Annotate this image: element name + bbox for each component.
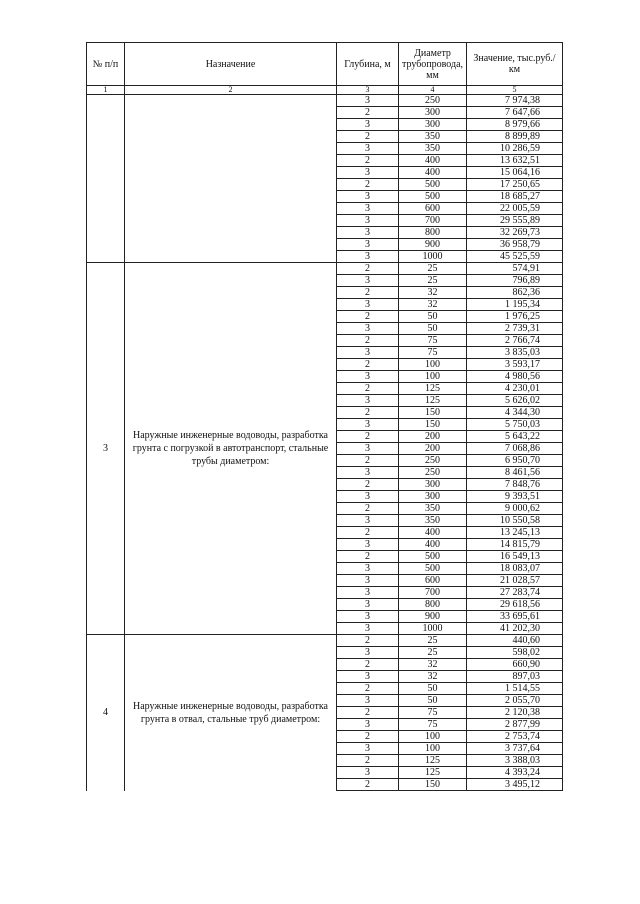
depth-cell: 3 — [337, 719, 399, 731]
depth-cell: 2 — [337, 503, 399, 515]
value-cell: 3 835,03 — [467, 347, 563, 359]
value-cell: 32 269,73 — [467, 227, 563, 239]
depth-cell: 3 — [337, 251, 399, 263]
depth-cell: 3 — [337, 575, 399, 587]
header-diameter: Диаметр трубопровода, мм — [399, 43, 467, 86]
value-cell: 5 626,02 — [467, 395, 563, 407]
diameter-cell: 150 — [399, 779, 467, 791]
depth-cell: 2 — [337, 755, 399, 767]
value-cell: 2 877,99 — [467, 719, 563, 731]
table-body — [87, 86, 563, 791]
depth-cell: 2 — [337, 107, 399, 119]
value-cell: 16 549,13 — [467, 551, 563, 563]
diameter-cell: 50 — [399, 683, 467, 695]
value-cell: 6 950,70 — [467, 455, 563, 467]
column-number: 3 — [337, 86, 399, 95]
depth-cell: 2 — [337, 707, 399, 719]
diameter-cell: 100 — [399, 371, 467, 383]
value-cell: 3 593,17 — [467, 359, 563, 371]
depth-cell: 3 — [337, 167, 399, 179]
value-cell: 29 555,89 — [467, 215, 563, 227]
table-row — [87, 635, 563, 647]
value-cell: 41 202,30 — [467, 623, 563, 635]
diameter-cell: 200 — [399, 431, 467, 443]
row-description: Наружные инженерные водоводы, разработка грунта с погрузкой в автотранспорт, стальные трубы диаметром: — [125, 263, 337, 635]
diameter-cell: 250 — [399, 95, 467, 107]
diameter-cell: 25 — [399, 263, 467, 275]
diameter-cell: 50 — [399, 695, 467, 707]
diameter-cell: 125 — [399, 755, 467, 767]
depth-cell: 3 — [337, 539, 399, 551]
depth-cell: 2 — [337, 527, 399, 539]
column-number: 5 — [467, 86, 563, 95]
value-cell: 18 685,27 — [467, 191, 563, 203]
value-cell: 7 647,66 — [467, 107, 563, 119]
diameter-cell: 75 — [399, 707, 467, 719]
diameter-cell: 200 — [399, 443, 467, 455]
value-cell: 2 766,74 — [467, 335, 563, 347]
value-cell: 18 083,07 — [467, 563, 563, 575]
depth-cell: 2 — [337, 407, 399, 419]
depth-cell: 3 — [337, 443, 399, 455]
depth-cell: 2 — [337, 263, 399, 275]
depth-cell: 3 — [337, 515, 399, 527]
row-number: 4 — [87, 635, 125, 791]
value-cell: 862,36 — [467, 287, 563, 299]
depth-cell: 3 — [337, 191, 399, 203]
depth-cell: 2 — [337, 551, 399, 563]
value-cell: 29 618,56 — [467, 599, 563, 611]
header-row — [87, 43, 563, 86]
diameter-cell: 600 — [399, 203, 467, 215]
value-cell: 897,03 — [467, 671, 563, 683]
value-cell: 10 286,59 — [467, 143, 563, 155]
value-cell: 27 283,74 — [467, 587, 563, 599]
depth-cell: 2 — [337, 683, 399, 695]
table-row — [87, 263, 563, 275]
value-cell: 440,60 — [467, 635, 563, 647]
depth-cell: 3 — [337, 695, 399, 707]
value-cell: 22 005,59 — [467, 203, 563, 215]
diameter-cell: 75 — [399, 335, 467, 347]
diameter-cell: 32 — [399, 299, 467, 311]
depth-cell: 3 — [337, 587, 399, 599]
value-cell: 21 028,57 — [467, 575, 563, 587]
value-cell: 9 000,62 — [467, 503, 563, 515]
depth-cell: 3 — [337, 371, 399, 383]
diameter-cell: 400 — [399, 539, 467, 551]
value-cell: 4 393,24 — [467, 767, 563, 779]
diameter-cell: 100 — [399, 731, 467, 743]
value-cell: 3 388,03 — [467, 755, 563, 767]
diameter-cell: 125 — [399, 395, 467, 407]
document-page — [86, 42, 562, 791]
value-cell: 9 393,51 — [467, 491, 563, 503]
value-cell: 13 632,51 — [467, 155, 563, 167]
diameter-cell: 25 — [399, 275, 467, 287]
depth-cell: 3 — [337, 347, 399, 359]
depth-cell: 2 — [337, 383, 399, 395]
value-cell: 4 230,01 — [467, 383, 563, 395]
diameter-cell: 50 — [399, 311, 467, 323]
diameter-cell: 32 — [399, 659, 467, 671]
diameter-cell: 100 — [399, 359, 467, 371]
depth-cell: 2 — [337, 131, 399, 143]
value-cell: 2 120,38 — [467, 707, 563, 719]
value-cell: 1 195,34 — [467, 299, 563, 311]
diameter-cell: 125 — [399, 383, 467, 395]
diameter-cell: 50 — [399, 323, 467, 335]
diameter-cell: 500 — [399, 191, 467, 203]
depth-cell: 3 — [337, 491, 399, 503]
depth-cell: 3 — [337, 119, 399, 131]
depth-cell: 3 — [337, 203, 399, 215]
value-cell: 796,89 — [467, 275, 563, 287]
value-cell: 5 750,03 — [467, 419, 563, 431]
diameter-cell: 32 — [399, 671, 467, 683]
value-cell: 2 739,31 — [467, 323, 563, 335]
depth-cell: 3 — [337, 419, 399, 431]
value-cell: 36 958,79 — [467, 239, 563, 251]
value-cell: 598,02 — [467, 647, 563, 659]
depth-cell: 3 — [337, 323, 399, 335]
diameter-cell: 25 — [399, 635, 467, 647]
depth-cell: 3 — [337, 467, 399, 479]
diameter-cell: 350 — [399, 143, 467, 155]
value-cell: 10 550,58 — [467, 515, 563, 527]
diameter-cell: 1000 — [399, 623, 467, 635]
value-cell: 5 643,22 — [467, 431, 563, 443]
value-cell: 8 461,56 — [467, 467, 563, 479]
depth-cell: 2 — [337, 311, 399, 323]
diameter-cell: 300 — [399, 107, 467, 119]
diameter-cell: 25 — [399, 647, 467, 659]
value-cell: 2 055,70 — [467, 695, 563, 707]
diameter-cell: 400 — [399, 527, 467, 539]
header-value: Значение, тыс.руб./км — [467, 43, 563, 86]
depth-cell: 2 — [337, 335, 399, 347]
value-cell: 14 815,79 — [467, 539, 563, 551]
row-description: Наружные инженерные водоводы, разработка грунта в отвал, стальные труб диаметром: — [125, 635, 337, 791]
depth-cell: 3 — [337, 623, 399, 635]
depth-cell: 3 — [337, 767, 399, 779]
depth-cell: 3 — [337, 395, 399, 407]
diameter-cell: 300 — [399, 479, 467, 491]
value-cell: 2 753,74 — [467, 731, 563, 743]
diameter-cell: 250 — [399, 455, 467, 467]
row-number: 3 — [87, 263, 125, 635]
value-cell: 3 495,12 — [467, 779, 563, 791]
depth-cell: 2 — [337, 287, 399, 299]
depth-cell: 2 — [337, 779, 399, 791]
diameter-cell: 800 — [399, 227, 467, 239]
depth-cell: 2 — [337, 659, 399, 671]
value-cell: 8 899,89 — [467, 131, 563, 143]
diameter-cell: 75 — [399, 719, 467, 731]
row-description — [125, 95, 337, 263]
depth-cell: 2 — [337, 179, 399, 191]
column-number-row — [87, 86, 563, 95]
depth-cell: 2 — [337, 155, 399, 167]
value-cell: 660,90 — [467, 659, 563, 671]
value-cell: 7 974,38 — [467, 95, 563, 107]
diameter-cell: 500 — [399, 563, 467, 575]
depth-cell: 3 — [337, 227, 399, 239]
depth-cell: 3 — [337, 239, 399, 251]
price-table — [86, 42, 563, 791]
diameter-cell: 600 — [399, 575, 467, 587]
header-depth: Глубина, м — [337, 43, 399, 86]
depth-cell: 2 — [337, 635, 399, 647]
column-number: 4 — [399, 86, 467, 95]
diameter-cell: 1000 — [399, 251, 467, 263]
value-cell: 15 064,16 — [467, 167, 563, 179]
diameter-cell: 150 — [399, 407, 467, 419]
value-cell: 4 980,56 — [467, 371, 563, 383]
diameter-cell: 800 — [399, 599, 467, 611]
header-num: № п/п — [87, 43, 125, 86]
diameter-cell: 75 — [399, 347, 467, 359]
diameter-cell: 300 — [399, 491, 467, 503]
depth-cell: 3 — [337, 275, 399, 287]
diameter-cell: 400 — [399, 167, 467, 179]
value-cell: 7 848,76 — [467, 479, 563, 491]
diameter-cell: 300 — [399, 119, 467, 131]
depth-cell: 2 — [337, 359, 399, 371]
depth-cell: 3 — [337, 599, 399, 611]
table-row — [87, 95, 563, 107]
diameter-cell: 100 — [399, 743, 467, 755]
diameter-cell: 350 — [399, 131, 467, 143]
value-cell: 1 976,25 — [467, 311, 563, 323]
value-cell: 574,91 — [467, 263, 563, 275]
diameter-cell: 700 — [399, 215, 467, 227]
diameter-cell: 350 — [399, 503, 467, 515]
depth-cell: 3 — [337, 647, 399, 659]
header-name: Назначение — [125, 43, 337, 86]
column-number: 2 — [125, 86, 337, 95]
value-cell: 3 737,64 — [467, 743, 563, 755]
column-number: 1 — [87, 86, 125, 95]
depth-cell: 3 — [337, 743, 399, 755]
diameter-cell: 900 — [399, 611, 467, 623]
value-cell: 8 979,66 — [467, 119, 563, 131]
depth-cell: 3 — [337, 611, 399, 623]
diameter-cell: 350 — [399, 515, 467, 527]
depth-cell: 2 — [337, 431, 399, 443]
depth-cell: 3 — [337, 299, 399, 311]
depth-cell: 3 — [337, 671, 399, 683]
diameter-cell: 500 — [399, 551, 467, 563]
row-number — [87, 95, 125, 263]
diameter-cell: 150 — [399, 419, 467, 431]
diameter-cell: 32 — [399, 287, 467, 299]
value-cell: 17 250,65 — [467, 179, 563, 191]
diameter-cell: 400 — [399, 155, 467, 167]
depth-cell: 3 — [337, 563, 399, 575]
depth-cell: 3 — [337, 143, 399, 155]
value-cell: 1 514,55 — [467, 683, 563, 695]
diameter-cell: 250 — [399, 467, 467, 479]
depth-cell: 2 — [337, 479, 399, 491]
depth-cell: 3 — [337, 215, 399, 227]
diameter-cell: 500 — [399, 179, 467, 191]
value-cell: 7 068,86 — [467, 443, 563, 455]
value-cell: 4 344,30 — [467, 407, 563, 419]
depth-cell: 2 — [337, 455, 399, 467]
value-cell: 13 245,13 — [467, 527, 563, 539]
depth-cell: 3 — [337, 95, 399, 107]
depth-cell: 2 — [337, 731, 399, 743]
value-cell: 33 695,61 — [467, 611, 563, 623]
diameter-cell: 125 — [399, 767, 467, 779]
diameter-cell: 700 — [399, 587, 467, 599]
value-cell: 45 525,59 — [467, 251, 563, 263]
diameter-cell: 900 — [399, 239, 467, 251]
